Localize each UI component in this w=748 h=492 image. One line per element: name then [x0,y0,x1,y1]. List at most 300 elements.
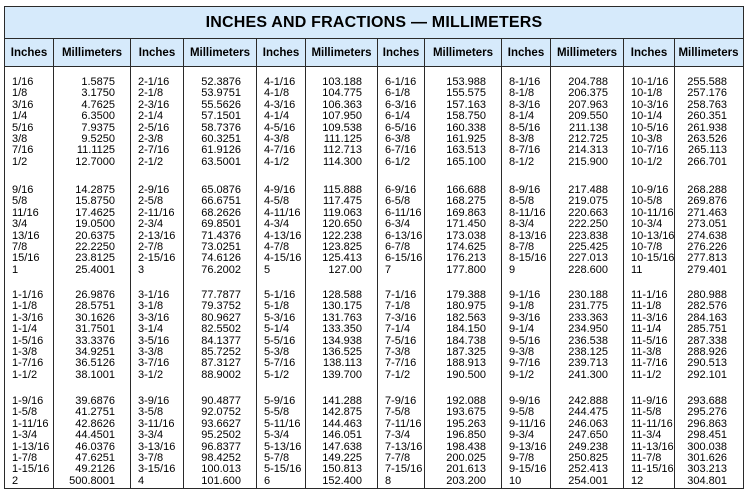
mm-value: 225.425 [568,241,608,253]
inch-value: 1-5/16 [12,334,44,347]
mm-value: 30.1626 [75,311,115,324]
inch-value: 8-15/16 [509,252,547,265]
inch-value: 1-7/8 [12,452,38,464]
mm-value: 152.400 [322,474,362,487]
mm-value: 144.463 [322,417,362,430]
inch-value: 11-1/16 [631,289,668,301]
mm-value: 52.3876 [201,76,241,88]
mm-value: 271.463 [687,206,727,219]
mm-value: 266.701 [687,155,727,168]
inch-value: 5-1/16 [264,289,296,301]
inch-value: 7-1/2 [385,368,411,381]
inch-value: 3-5/8 [138,406,164,419]
mm-value: 66.6751 [201,195,241,208]
mm-value: 284.163 [687,311,727,324]
mm-value: 103.188 [322,76,362,88]
inch-value: 4-1/2 [264,155,290,168]
mm-value: 285.751 [687,323,727,336]
inch-value: 5-1/8 [264,300,290,313]
mm-value: 157.163 [446,98,486,111]
mm-value: 142.875 [322,406,362,419]
table-title: INCHES AND FRACTIONS — MILLIMETERS [5,7,743,39]
inch-value: 2 [12,474,19,487]
inch-value: 12 [631,474,644,487]
inch-value: 4-3/16 [264,98,296,111]
inch-value: 10-15/16 [631,252,675,265]
mm-value: 95.2502 [201,429,241,442]
mm-value: 304.801 [687,474,727,487]
mm-value: 38.1001 [75,368,115,381]
inch-value: 8-9/16 [509,184,541,196]
mm-value: 87.3127 [201,357,241,370]
column-divider [674,39,675,488]
inch-value: 6-15/16 [385,252,423,265]
mm-value: 196.850 [446,429,486,442]
inch-value: 4-9/16 [264,184,296,196]
mm-value: 233.363 [568,311,608,324]
inch-value: 5-1/2 [264,368,290,381]
inch-value: 4-5/16 [264,121,296,134]
inch-value: 10-1/4 [631,110,663,123]
mm-value: 247.650 [568,429,608,442]
mm-value: 274.638 [687,229,727,242]
mm-value: 122.238 [322,229,362,242]
inch-value: 7-1/16 [385,289,417,301]
mm-value: 174.625 [446,241,486,253]
mm-value: 1.5875 [81,76,115,88]
mm-value: 165.100 [446,155,486,168]
inch-value: 3/16 [12,98,34,111]
mm-value: 44.4501 [75,429,115,442]
mm-value: 200.025 [446,452,486,464]
mm-value: 295.276 [687,406,727,419]
mm-value: 11.1125 [76,144,115,157]
mm-value: 138.113 [323,357,362,370]
inch-value: 2-13/16 [138,229,176,242]
mm-value: 133.350 [322,323,362,336]
inch-value: 4-3/4 [264,218,290,231]
mm-value: 184.150 [446,323,486,336]
inch-value: 3 [138,263,145,276]
inch-value: 10-3/4 [631,218,663,231]
mm-value: 204.788 [568,76,608,88]
inch-value: 3-3/16 [138,311,170,324]
inch-value: 8-3/4 [509,218,535,231]
mm-value: 250.825 [568,452,608,464]
inch-value: 3-1/16 [138,289,170,301]
mm-value: 119.063 [323,206,362,219]
inch-value: 6-1/4 [385,110,411,123]
mm-value: 209.550 [568,110,608,123]
mm-value: 282.576 [687,300,727,313]
inch-value: 5-9/16 [264,395,296,407]
mm-value: 33.3376 [75,334,115,347]
inch-value: 7 [385,263,392,276]
inch-value: 7-5/16 [385,334,417,347]
mm-value: 260.351 [687,110,727,123]
mm-value: 298.451 [687,429,727,442]
mm-value: 47.6251 [75,452,115,464]
mm-value: 20.6375 [75,229,115,242]
mm-value: 261.938 [687,121,727,134]
mm-value: 112.713 [323,144,362,157]
inch-value: 5 [264,263,271,276]
mm-value: 60.3251 [201,133,241,145]
mm-value: 269.876 [687,195,727,208]
inch-value: 1-11/16 [12,417,49,430]
mm-value: 203.200 [446,474,486,487]
inch-value: 4-15/16 [264,252,302,265]
inch-value: 7-9/16 [385,395,417,407]
mm-value: 7.9375 [81,121,115,134]
mm-value: 187.325 [446,346,486,358]
inch-value: 8-5/8 [509,195,535,208]
inch-value: 2-7/8 [138,241,164,253]
inch-value: 6-5/16 [385,121,417,134]
mm-value: 300.038 [687,440,727,453]
mm-value: 263.526 [687,133,727,145]
header-millimeters: Millimeters [189,46,251,59]
block-divider [130,39,131,488]
mm-value: 79.3752 [201,300,241,313]
mm-value: 239.713 [568,357,608,370]
inch-value: 5-5/8 [264,406,290,419]
mm-value: 500.8001 [69,474,115,487]
inch-value: 6-5/8 [385,195,411,208]
header-inches: Inches [630,46,668,59]
mm-value: 188.913 [446,357,486,370]
conversion-table [4,6,744,489]
inch-value: 8-7/16 [509,144,541,157]
inch-value: 1-15/16 [12,463,50,476]
mm-value: 41.2751 [75,406,115,419]
mm-value: 163.513 [446,144,486,157]
inch-value: 2-15/16 [138,252,176,265]
mm-value: 141.288 [322,395,362,407]
mm-value: 273.051 [687,218,727,231]
mm-value: 192.088 [446,395,486,407]
inch-value: 11-15/16 [631,463,674,476]
inch-value: 7-7/16 [385,357,417,370]
mm-value: 236.538 [568,334,608,347]
header-millimeters: Millimeters [678,46,739,59]
mm-value: 100.013 [201,463,241,476]
inch-value: 11 [631,263,643,276]
inch-value: 1-3/16 [12,311,44,324]
mm-value: 169.863 [446,206,486,219]
inch-value: 11-3/4 [631,429,662,442]
header-inches: Inches [382,46,420,59]
header-inches: Inches [507,46,545,59]
mm-value: 36.5126 [75,357,115,370]
mm-value: 120.650 [322,218,362,231]
mm-value: 220.663 [568,206,608,219]
inch-value: 7/8 [12,241,28,253]
inch-value: 7-3/16 [385,311,417,324]
inch-value: 2-11/16 [138,206,175,219]
inch-value: 5-15/16 [264,463,302,476]
mm-value: 265.113 [688,144,727,157]
inch-value: 2-5/16 [138,121,170,134]
inch-value: 3-7/8 [138,452,164,464]
inch-value: 9-1/8 [509,300,535,313]
block-divider [256,39,257,488]
inch-value: 7-3/4 [385,429,411,442]
mm-value: 149.225 [322,452,362,464]
inch-value: 10 [509,474,522,487]
inch-value: 1-13/16 [12,440,50,453]
mm-value: 15.8750 [75,195,115,208]
mm-value: 212.725 [568,133,608,145]
mm-value: 26.9876 [75,289,115,301]
mm-value: 53.9751 [201,87,241,100]
inch-value: 1-3/8 [12,346,38,358]
inch-value: 2-9/16 [138,184,170,196]
mm-value: 182.563 [446,311,486,324]
inch-value: 3-9/16 [138,395,170,407]
mm-value: 193.675 [446,406,486,419]
inch-value: 7-15/16 [385,463,423,476]
mm-value: 19.0500 [75,218,115,231]
inch-value: 5/16 [12,121,34,134]
mm-value: 49.2126 [75,463,115,476]
mm-value: 127.00 [328,263,362,276]
mm-value: 61.9126 [201,144,241,157]
inch-value: 8-1/16 [509,76,541,88]
block-divider [377,39,378,488]
inch-value: 5-7/8 [264,452,290,464]
mm-value: 244.475 [568,406,608,419]
mm-value: 84.1377 [201,334,241,347]
mm-value: 222.250 [568,218,608,231]
inch-value: 11-9/16 [631,395,668,407]
mm-value: 255.588 [687,76,727,88]
inch-value: 3-15/16 [138,463,176,476]
mm-value: 92.0752 [201,406,241,419]
inch-value: 10-7/16 [631,144,669,157]
mm-value: 238.125 [568,346,608,358]
inch-value: 8-1/8 [509,87,535,100]
mm-value: 268.288 [687,184,727,196]
mm-value: 153.988 [446,76,486,88]
mm-value: 71.4376 [201,229,241,242]
block-divider [501,39,502,488]
header-millimeters: Millimeters [432,46,494,59]
inch-value: 1/16 [12,76,34,88]
inch-value: 9-3/4 [509,429,535,442]
mm-value: 17.4625 [75,206,115,219]
mm-value: 207.963 [568,98,608,111]
mm-value: 73.0251 [201,241,241,253]
inch-value: 11-13/16 [631,440,674,453]
inch-value: 3-1/4 [138,323,164,336]
inch-value: 5-5/16 [264,334,296,347]
inch-value: 9-15/16 [509,463,547,476]
inch-value: 10-9/16 [631,184,669,196]
inch-value: 1-1/2 [12,368,38,381]
mm-value: 88.9002 [201,368,241,381]
inch-value: 1/4 [12,110,28,123]
mm-value: 76.2002 [201,263,241,276]
inch-value: 3-3/4 [138,429,164,442]
mm-value: 57.1501 [201,110,241,123]
mm-value: 287.338 [687,334,727,347]
inch-value: 8-1/2 [509,155,535,168]
inch-value: 4-3/8 [264,133,290,145]
inch-value: 1-9/16 [12,395,44,407]
inch-value: 2-1/4 [138,110,164,123]
inch-value: 7-1/4 [385,323,411,336]
inch-value: 11-1/8 [631,300,662,313]
mm-value: 242.888 [568,395,608,407]
mm-value: 223.838 [568,229,608,242]
mm-value: 98.4252 [201,452,241,464]
mm-value: 249.238 [568,440,608,453]
inch-value: 2-3/16 [138,98,170,111]
inch-value: 3-3/8 [138,346,164,358]
inch-value: 11-3/16 [631,311,668,324]
inch-value: 10-1/2 [631,155,663,168]
header-row [5,39,743,67]
mm-value: 136.525 [322,346,362,358]
mm-value: 80.9627 [201,311,241,324]
mm-value: 234.950 [568,323,608,336]
inch-value: 6-9/16 [385,184,417,196]
mm-value: 177.800 [446,263,486,276]
mm-value: 134.938 [322,334,362,347]
mm-value: 6.3500 [81,110,115,123]
mm-value: 179.388 [446,289,486,301]
mm-value: 12.7000 [75,155,115,168]
inch-value: 9-7/8 [509,452,535,464]
inch-value: 4 [138,474,145,487]
mm-value: 22.2250 [75,241,115,253]
mm-value: 219.075 [568,195,608,208]
inch-value: 10-5/16 [631,121,669,134]
inch-value: 2-5/8 [138,195,164,208]
inch-value: 4-13/16 [264,229,302,242]
inch-value: 3-11/16 [138,417,175,430]
mm-value: 90.4877 [201,395,241,407]
mm-value: 74.6126 [201,252,241,265]
inch-value: 6-1/16 [385,76,417,88]
inch-value: 6-3/16 [385,98,417,111]
inch-value: 11-5/8 [631,406,662,419]
inch-value: 6-1/2 [385,155,411,168]
inch-value: 10-5/8 [631,195,663,208]
mm-value: 293.688 [687,395,727,407]
inch-value: 9-5/16 [509,334,541,347]
inch-value: 8-5/16 [509,121,541,134]
mm-value: 39.6876 [75,395,115,407]
mm-value: 46.0376 [75,440,115,453]
mm-value: 114.300 [323,155,362,168]
mm-value: 241.300 [568,368,608,381]
inch-value: 8-11/16 [509,206,546,219]
mm-value: 23.8125 [75,252,115,265]
column-divider [424,39,425,488]
inch-value: 11-7/8 [631,452,662,464]
inch-value: 2-3/4 [138,218,164,231]
inch-value: 1-1/16 [12,289,44,301]
mm-value: 63.5001 [201,155,241,168]
mm-value: 227.013 [568,252,608,265]
inch-value: 10-3/16 [631,98,669,111]
inch-value: 1-3/4 [12,429,38,442]
mm-value: 206.375 [568,87,608,100]
mm-value: 258.763 [687,98,727,111]
mm-value: 147.638 [322,440,362,453]
inch-value: 2-1/8 [138,87,164,100]
mm-value: 296.863 [687,417,727,430]
inch-value: 5-7/16 [264,357,296,370]
inch-value: 6-3/4 [385,218,411,231]
inch-value: 15/16 [12,252,40,265]
inch-value: 7-11/16 [385,417,422,430]
inch-value: 9-3/16 [509,311,541,324]
mm-value: 14.2875 [75,184,115,196]
mm-value: 160.338 [446,121,486,134]
mm-value: 246.063 [568,417,608,430]
inch-value: 5-1/4 [264,323,290,336]
inch-value: 4-1/16 [264,76,296,88]
inch-value: 9 [509,263,516,276]
inch-value: 7-13/16 [385,440,423,453]
inch-value: 7-1/8 [385,300,411,313]
inch-value: 7-3/8 [385,346,411,358]
mm-value: 231.775 [568,300,608,313]
inch-value: 4-1/8 [264,87,290,100]
mm-value: 276.226 [687,241,727,253]
inch-value: 11-11/16 [631,417,673,430]
mm-value: 292.101 [687,368,727,381]
inch-value: 9-9/16 [509,395,541,407]
inch-value: 10-1/8 [631,87,663,100]
mm-value: 171.450 [446,218,486,231]
inch-value: 9-11/16 [509,417,546,430]
inch-value: 1 [12,263,19,276]
mm-value: 301.626 [687,452,727,464]
mm-value: 82.5502 [201,323,241,336]
mm-value: 25.4001 [75,263,115,276]
inch-value: 11-1/2 [631,368,662,381]
mm-value: 115.888 [323,184,362,196]
mm-value: 173.038 [446,229,486,242]
inch-value: 1-5/8 [12,406,38,419]
header-inches: Inches [262,46,300,59]
inch-value: 9-5/8 [509,406,535,419]
mm-value: 230.188 [568,289,608,301]
inch-value: 9-13/16 [509,440,547,453]
inch-value: 4-11/16 [264,206,301,219]
inch-value: 4-7/8 [264,241,290,253]
inch-value: 13/16 [12,229,40,242]
mm-value: 139.700 [322,368,362,381]
inch-value: 5-3/4 [264,429,290,442]
inch-value: 6-13/16 [385,229,423,242]
mm-value: 161.925 [446,133,486,145]
mm-value: 290.513 [687,357,727,370]
mm-value: 117.475 [323,195,362,208]
mm-value: 93.6627 [201,417,241,430]
mm-value: 228.600 [568,263,608,276]
column-divider [550,39,551,488]
inch-value: 3-13/16 [138,440,176,453]
inch-value: 8-13/16 [509,229,547,242]
mm-value: 109.538 [322,121,362,134]
inch-value: 11-5/16 [631,334,668,347]
mm-value: 34.9251 [75,346,115,358]
